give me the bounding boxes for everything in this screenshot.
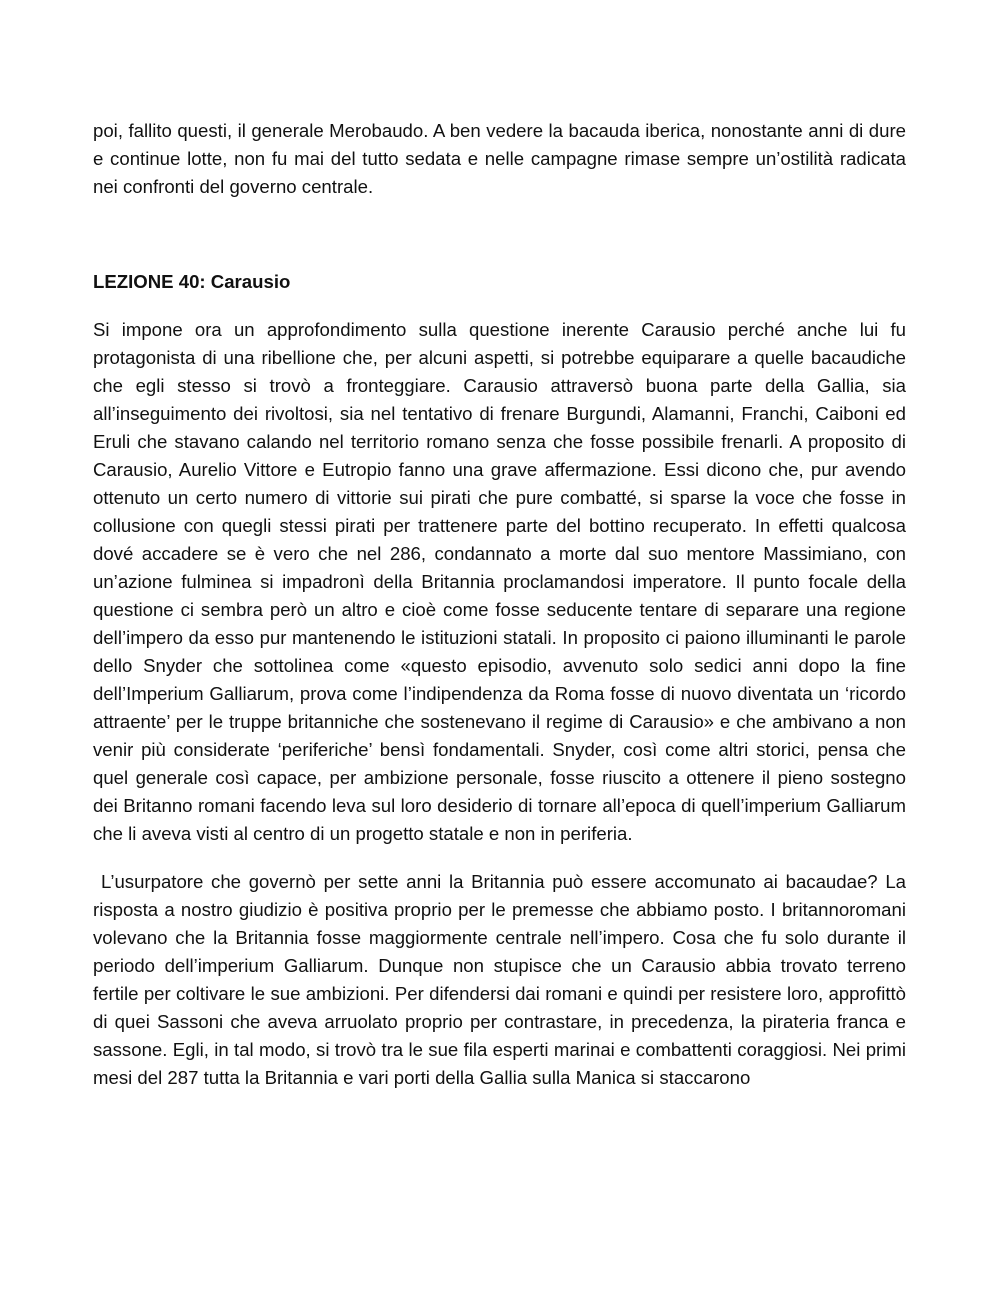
paragraph-usurpatore: L’usurpatore che governò per sette anni la Britannia può essere accomunato ai bacaudae? La risposta a nostro giudizio è positiva proprio per le premesse che abbiamo posto. I britannoromani volevano che la Britannia fosse maggiormente centrale nell’impero. Cosa che fu solo durante il periodo dell’imperium Galliarum. Dunque non stupisce che un Carausio abbia trovato terreno fertile per coltivare le sue ambizioni. Per difendersi dai romani e quindi per resistere loro, approfittò di quei Sassoni che aveva arruolato proprio per contrastare, in precedenza, la pirateria franca e sassone. Egli, in tal modo, si trovò tra le sue fila esperti marinai e combattenti coraggiosi. Nei primi mesi del 287 tutta la Britannia e vari porti della Gallia sulla Manica si staccarono <box>93 871 906 1088</box>
section-heading: LEZIONE 40: Carausio <box>93 271 291 292</box>
paragraph-carausio: Si impone ora un approfondimento sulla questione inerente Carausio perché anche lui fu protagonista di una ribellione che, per alcuni aspetti, si potrebbe equiparare a quelle bacaudiche che egli stesso si trovò a fronteggiare. Carausio attraversò buona parte della Gallia, sia all’inseguimento dei rivoltosi, sia nel tentativo di frenare Burgundi, Alamanni, Franchi, Caiboni ed Eruli che stavano calando nel territorio romano senza che fosse possibile frenarli. A proposito di Carausio, Aurelio Vittore e Eutropio fanno una grave affermazione. Essi dicono che, pur avendo ottenuto un certo numero di vittorie sui pirati che pure combatté, si sparse la voce che fosse in collusione con quegli stessi pirati per trattenere parte del bottino recuperato. In effetti qualcosa dové accadere se è vero che nel 286, condannato a morte dal suo mentore Massimiano, con un’azione fulminea si impadronì della Britannia proclamandosi imperatore. Il punto focale della questione ci sembra però un altro e cioè come fosse seducente tentare di separare una regione dell’impero da esso pur mantenendo le istituzioni statali. In proposito ci paiono illuminanti le parole dello Snyder che sottolinea come «questo episodio, avvenuto solo sedici anni dopo la fine dell’Imperium Galliarum, prova come l’indipendenza da Roma fosse di nuovo diventata un ‘ricordo attraente’ per le truppe britanniche che sostenevano il regime di Carausio» e che ambivano a non venir più considerate ‘periferiche’ bensì fondamentali. Snyder, così come altri storici, pensa che quel generale così capace, per ambizione personale, fosse riuscito a ottenere il pieno sostegno dei Britanno romani facendo leva sul loro desiderio di tornare all’epoca di quell’imperium Galliarum che li aveva visti al centro di un progetto statale e non in periferia. <box>93 319 906 844</box>
document-page <box>93 117 906 1092</box>
paragraph-intro: poi, fallito questi, il generale Merobaudo. A ben vedere la bacauda iberica, nonostante anni di dure e continue lotte, non fu mai del tutto sedata e nelle campagne rimase sempre un’ostilità radicata nei confronti del governo centrale. <box>93 120 906 197</box>
